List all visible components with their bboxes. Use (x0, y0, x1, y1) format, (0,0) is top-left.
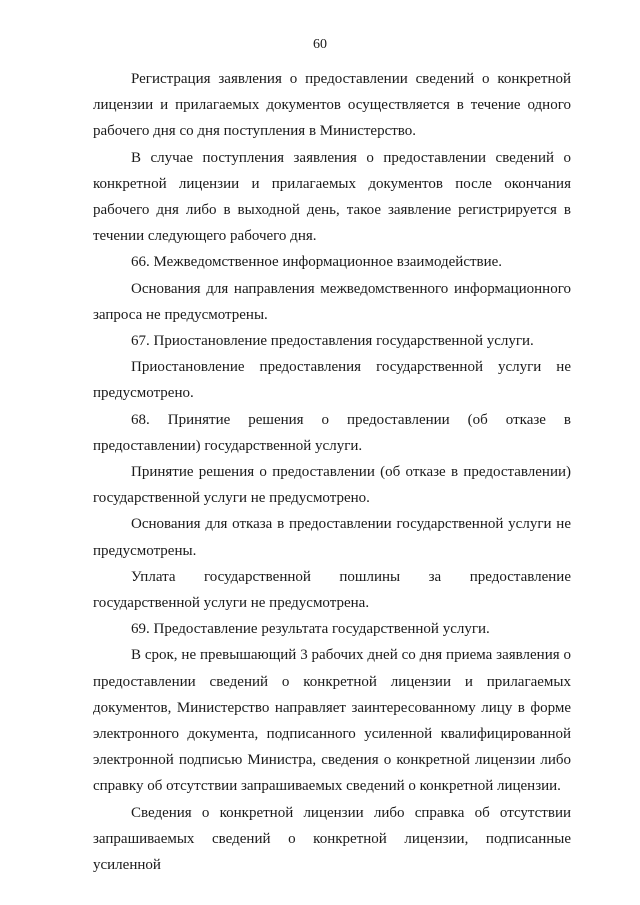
section-heading-69: 69. Предоставление результата государственной услуги. (131, 621, 490, 638)
section-heading-68: 68. Принятие решения о предоставлении (об отказе в предоставлении) государственной услуги. (93, 411, 571, 454)
paragraph-registration: Регистрация заявления о предоставлении сведений о конкретной лицензии и прилагаемых документов осуществляется в течение одного рабочего дня со дня поступления в Министерство. (93, 71, 571, 140)
paragraph-result-signed: Сведения о конкретной лицензии либо справка об отсутствии запрашиваемых сведений о конкретной лицензии, подписанные усиленной (93, 804, 571, 874)
paragraph-interagency-grounds: Основания для направления межведомственного информационного запроса не предусмотрены. (93, 280, 571, 323)
paragraph-state-fee: Уплата государственной пошлины за предоставление государственной услуги не предусмотрена. (93, 568, 571, 612)
section-heading-67: 67. Приостановление предоставления государственной услуги. (131, 333, 534, 350)
paragraph-after-hours: В случае поступления заявления о предоставлении сведений о конкретной лицензии и прилагаемых документов после окончания рабочего дня либо в выходной день, такое заявление регистрируется в течении следующего рабочего дня. (93, 149, 571, 245)
section-heading-66: 66. Межведомственное информационное взаимодействие. (131, 254, 503, 271)
document-body (93, 66, 571, 878)
paragraph-decision: Принятие решения о предоставлении (об отказе в предоставлении) государственной услуги не предусмотрено. (93, 464, 571, 507)
page-number: 60 (313, 37, 327, 52)
paragraph-result-term: В срок, не превышающий 3 рабочих дней со дня приема заявления о предоставлении сведений о конкретной лицензии и прилагаемых документов, Министерство направляет заинтересованному лицу в форме электронного документа, подписанного усиленной квалифицированной электронной подписью Министра, сведения о конкретной лицензии либо справку об отсутствии запрашиваемых сведений о конкретной лицензии. (93, 647, 571, 795)
paragraph-suspension: Приостановление предоставления государственной услуги не предусмотрено. (93, 359, 571, 402)
paragraph-refusal-grounds: Основания для отказа в предоставлении государственной услуги не предусмотрены. (93, 516, 571, 559)
